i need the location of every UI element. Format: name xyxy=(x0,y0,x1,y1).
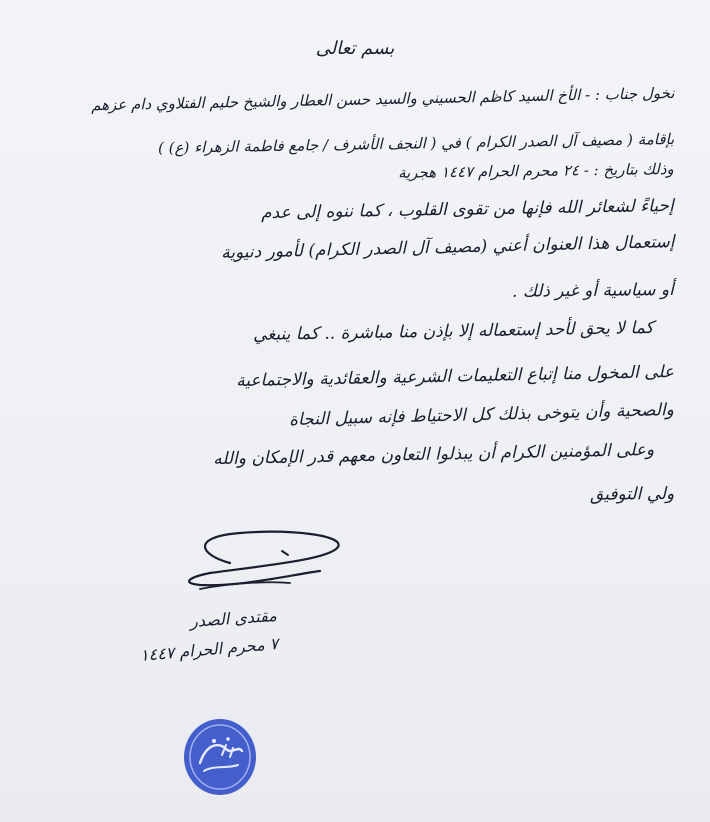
signatory-name: مقتدى الصدر xyxy=(189,605,278,631)
letter-line: إستعمال هذا العنوان أعني (مصيف آل الصدر الكرام) لأمور دنيوية xyxy=(220,232,675,264)
letter-line: وعلى المؤمنين الكرام أن يبذلوا التعاون معهم قدر الإمكان والله xyxy=(212,440,655,470)
letter-line: والصحية وأن يتوخى بذلك كل الاحتياط فإنه سبيل النجاة xyxy=(288,400,675,431)
official-seal-stamp xyxy=(178,715,262,799)
basmala-heading: بسم تعالى xyxy=(315,38,395,59)
letter-line: كما لا يحق لأحد إستعماله إلا بإذن منا مباشرة .. كما ينبغي xyxy=(253,318,655,345)
letter-line: بإقامة ( مصيف آل الصدر الكرام ) في ( النجف الأشرف / جامع فاطمة الزهراء (ع) ) xyxy=(157,130,675,158)
letter-line: وذلك بتاريخ : - ٢٤ محرم الحرام ١٤٤٧ هجرية xyxy=(398,160,675,182)
signature-date: ٧ محرم الحرام ١٤٤٧ xyxy=(139,633,279,665)
letter-line: أو سياسية أو غير ذلك . xyxy=(512,280,675,302)
letter-line: ولي التوفيق xyxy=(589,484,675,505)
letter-line: نخول جناب : - الأخ السيد كاظم الحسيني والسيد حسن العطار والشيخ حليم الفتلاوي دام عزهم xyxy=(90,84,675,115)
handwritten-signature xyxy=(170,525,360,605)
letter-line: إحياءً لشعائر الله فإنها من تقوى القلوب ، كما ننوه إلى عدم xyxy=(261,196,675,224)
letter-line: على المخول منا إتباع التعليمات الشرعية والعقائدية والاجتماعية xyxy=(235,362,675,392)
